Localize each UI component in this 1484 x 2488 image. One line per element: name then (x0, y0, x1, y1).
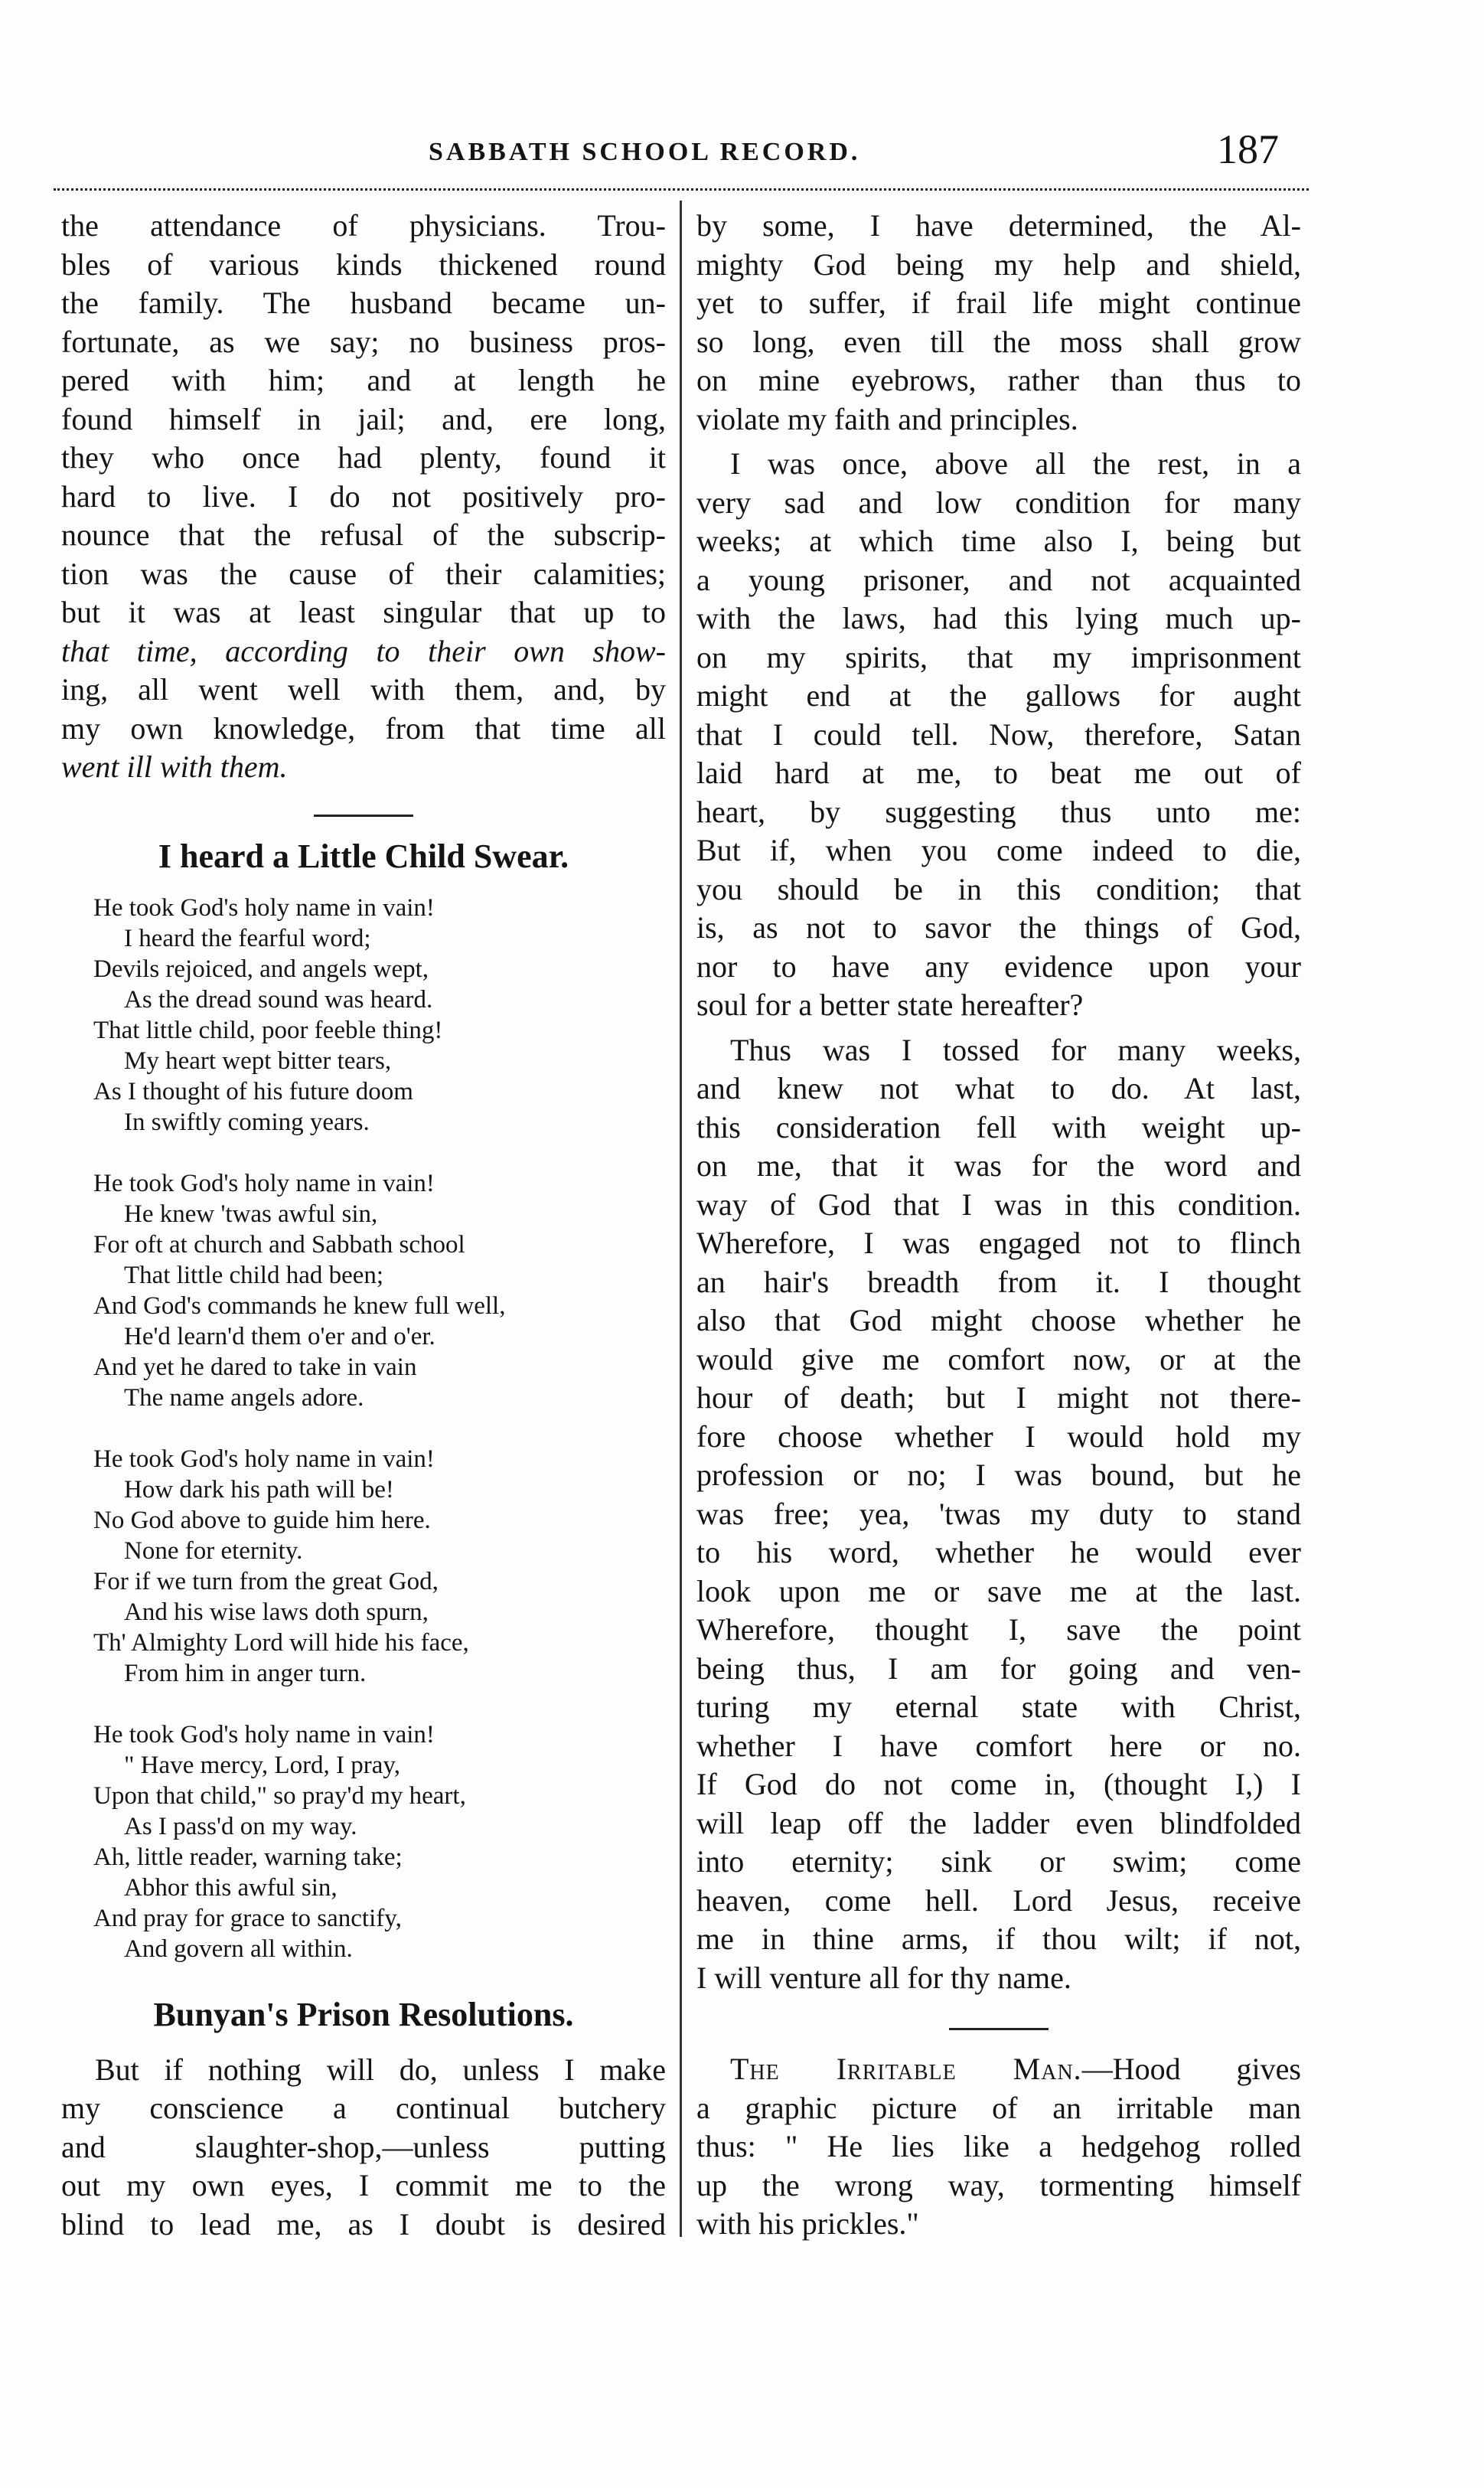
left-column (61, 207, 666, 2244)
text-line: blind to lead me, as I doubt is desired (61, 2206, 666, 2241)
poem-verse: And God's commands he knew full well, (93, 1291, 506, 1320)
text-line: on mine eyebrows, rather than thus to (696, 363, 1301, 397)
text-line: fore choose whether I would hold my (696, 1419, 1301, 1454)
poem-stanza (61, 1719, 666, 1964)
text-line: but it was at least singular that up to (61, 595, 666, 629)
text-line: might end at the gallows for aught (696, 678, 1301, 713)
text-line: But if nothing will do, unless I make (95, 2052, 666, 2087)
text-line: the attendance of physicians. Trou- (61, 208, 666, 243)
text-line: a young prisoner, and not acquainted (696, 562, 1301, 597)
poem-verse: Th' Almighty Lord will hide his face, (93, 1628, 469, 1657)
text-line: violate my faith and principles. (696, 401, 1078, 436)
text-line: tion was the cause of their calamities; (61, 556, 666, 591)
page-number: 187 (1217, 126, 1279, 172)
poem-verse: As the dread sound was heard. (124, 985, 433, 1014)
text-line: up the wrong way, tormenting himself (696, 2167, 1301, 2202)
poem-verse: He took God's holy name in vain! (93, 893, 435, 922)
section-rule (314, 815, 413, 817)
text-line: heart, by suggesting thus unto me: (696, 794, 1301, 829)
poem-verse: " Have mercy, Lord, I pray, (124, 1751, 401, 1779)
text-line: If God do not come in, (thought I,) I (696, 1767, 1301, 1801)
text-line: heaven, come hell. Lord Jesus, receive (696, 1882, 1301, 1918)
text-line: But if, when you come indeed to die, (696, 833, 1301, 867)
poem-stanza (61, 1444, 666, 1689)
poem-verse: He knew 'twas awful sin, (124, 1200, 378, 1228)
poem-verse: Upon that child," so pray'd my heart, (93, 1781, 466, 1810)
paragraph (696, 445, 1301, 1025)
poem-verse: My heart wept bitter tears, (124, 1046, 392, 1075)
header-rule (54, 188, 1309, 191)
text-line: weeks; at which time also I, being but (696, 524, 1301, 558)
text-line: with the laws, had this lying much up- (696, 601, 1301, 635)
text-line: turing my eternal state with Christ, (696, 1690, 1301, 1724)
text-line: on me, that it was for the word and (696, 1148, 1301, 1183)
text-line: soul for a better state hereafter? (696, 988, 1084, 1022)
poem-verse: I heard the fearful word; (124, 924, 371, 952)
poem-verse: And pray for grace to sanctify, (93, 1904, 402, 1932)
paragraph (696, 207, 1301, 439)
intro-paragraph (61, 207, 666, 787)
poem-verse: None for eternity. (124, 1536, 303, 1565)
poem-stanza (61, 893, 666, 1138)
text-line: would give me comfort now, or at the (696, 1341, 1301, 1376)
text-line: mighty God being my help and shield, (696, 247, 1301, 282)
text-line: that I could tell. Now, therefore, Satan (696, 717, 1301, 752)
text-line: Wherefore, thought I, save the point (696, 1612, 1301, 1647)
poem-title: I heard a Little Child Swear. (158, 837, 569, 875)
text-line: they who once had plenty, found it (61, 440, 666, 475)
text-line: Wherefore, I was engaged not to flinch (696, 1226, 1301, 1260)
text-line: look upon me or save me at the last. (696, 1573, 1301, 1608)
bunyan-title: Bunyan's Prison Resolutions. (153, 1995, 574, 2033)
text-line: nor to have any evidence upon your (696, 949, 1301, 984)
text-line: you should be in this condition; that (696, 871, 1301, 906)
text-line: bles of various kinds thickened round (61, 247, 666, 282)
text-line: and slaughter-shop,—unless putting (61, 2129, 666, 2164)
text-line: to his word, whether he would ever (696, 1535, 1301, 1569)
poem (61, 893, 666, 1964)
poem-verse: He'd learn'd them o'er and o'er. (124, 1322, 435, 1350)
poem-verse: In swiftly coming years. (124, 1108, 370, 1136)
text-line: with his prickles." (696, 2206, 919, 2241)
text-line: Thus was I tossed for many weeks, (730, 1032, 1301, 1067)
text-line: by some, I have determined, the Al- (696, 208, 1301, 243)
text-line: my own knowledge, from that time all (61, 710, 666, 746)
poem-verse: From him in anger turn. (124, 1659, 367, 1687)
text-line: an hair's breadth from it. I thought (696, 1264, 1301, 1299)
text-line: I will venture all for thy name. (696, 1960, 1071, 1995)
text-line: this consideration fell with weight up- (696, 1109, 1301, 1144)
section-rule (949, 2028, 1049, 2030)
text-line: me in thine arms, if thou wilt; if not, (696, 1922, 1301, 1956)
text-line: way of God that I was in this condition. (696, 1187, 1301, 1222)
text-line: very sad and low condition for many (696, 485, 1301, 520)
text-line: hard to live. I do not positively pro- (61, 478, 666, 514)
text-line: and knew not what to do. At last, (696, 1071, 1301, 1105)
running-title: SABBATH SCHOOL RECORD. (429, 138, 861, 166)
text-line: being thus, I am for going and ven- (696, 1651, 1301, 1686)
poem-verse: That little child had been; (124, 1261, 384, 1289)
text-line: that time, according to their own show- (61, 633, 666, 668)
poem-verse: For oft at church and Sabbath school (93, 1230, 465, 1259)
text-line: nounce that the refusal of the subscrip- (61, 518, 666, 552)
poem-verse: As I pass'd on my way. (124, 1812, 357, 1840)
poem-verse: And yet he dared to take in vain (93, 1353, 417, 1381)
text-line: profession or no; I was bound, but he (696, 1458, 1301, 1492)
text-line: is, as not to savor the things of God, (696, 910, 1301, 945)
poem-verse: That little child, poor feeble thing! (93, 1016, 443, 1044)
irritable-man-lead: The Irritable Man. (730, 2052, 1082, 2086)
right-column (696, 207, 1301, 2244)
bunyan-paragraph (61, 2051, 666, 2245)
text-line: a graphic picture of an irritable man (696, 2090, 1301, 2125)
poem-verse: And his wise laws doth spurn, (124, 1598, 429, 1626)
poem-verse: He took God's holy name in vain! (93, 1720, 435, 1748)
paragraph (696, 1031, 1301, 1998)
text-line: pered with him; and at length he (61, 363, 666, 397)
poem-verse: How dark his path will be! (124, 1475, 394, 1504)
poem-verse: No God above to guide him here. (93, 1506, 431, 1534)
text-line: hour of death; but I might not there- (696, 1380, 1301, 1415)
text-line: fortunate, as we say; no business pros- (61, 324, 666, 359)
text-line: whether I have comfort here or no. (696, 1728, 1301, 1763)
text-line: the family. The husband became un- (61, 286, 666, 320)
poem-verse: As I thought of his future doom (93, 1077, 413, 1105)
irritable-man-text: —Hood gives (1081, 2052, 1301, 2086)
text-line: so long, even till the moss shall grow (696, 324, 1301, 359)
text-line: went ill with them. (61, 749, 288, 784)
poem-verse: He took God's holy name in vain! (93, 1169, 435, 1197)
text-line: on my spirits, that my imprisonment (696, 639, 1301, 674)
text-line: out my own eyes, I commit me to the (61, 2168, 666, 2202)
text-line: found himself in jail; and, ere long, (61, 401, 666, 436)
poem-verse: Ah, little reader, warning take; (93, 1843, 403, 1871)
poem-verse: The name angels adore. (124, 1383, 364, 1412)
text-line (696, 2050, 1301, 2089)
text-line: I was once, above all the rest, in a (730, 446, 1301, 481)
poem-stanza (61, 1168, 666, 1413)
poem-verse: He took God's holy name in vain! (93, 1445, 435, 1473)
text-line: into eternity; sink or swim; come (696, 1844, 1301, 1879)
text-line: ing, all went well with them, and, by (61, 672, 666, 707)
irritable-man-paragraph (696, 2050, 1301, 2244)
poem-verse: And govern all within. (124, 1935, 353, 1963)
poem-verse: Devils rejoiced, and angels wept, (93, 955, 429, 983)
text-line: also that God might choose whether he (696, 1303, 1301, 1337)
column-divider (680, 201, 682, 2237)
text-line: was free; yea, 'twas my duty to stand (696, 1496, 1301, 1531)
text-line: my conscience a continual butchery (61, 2091, 666, 2125)
text-line: thus: " He lies like a hedgehog rolled (696, 2129, 1301, 2163)
text-line: laid hard at me, to beat me out of (696, 756, 1301, 790)
text-line: yet to suffer, if frail life might continue (696, 286, 1301, 320)
text-line: will leap off the ladder even blindfolded (696, 1805, 1301, 1840)
poem-verse: For if we turn from the great God, (93, 1567, 439, 1595)
poem-verse: Abhor this awful sin, (124, 1873, 338, 1902)
